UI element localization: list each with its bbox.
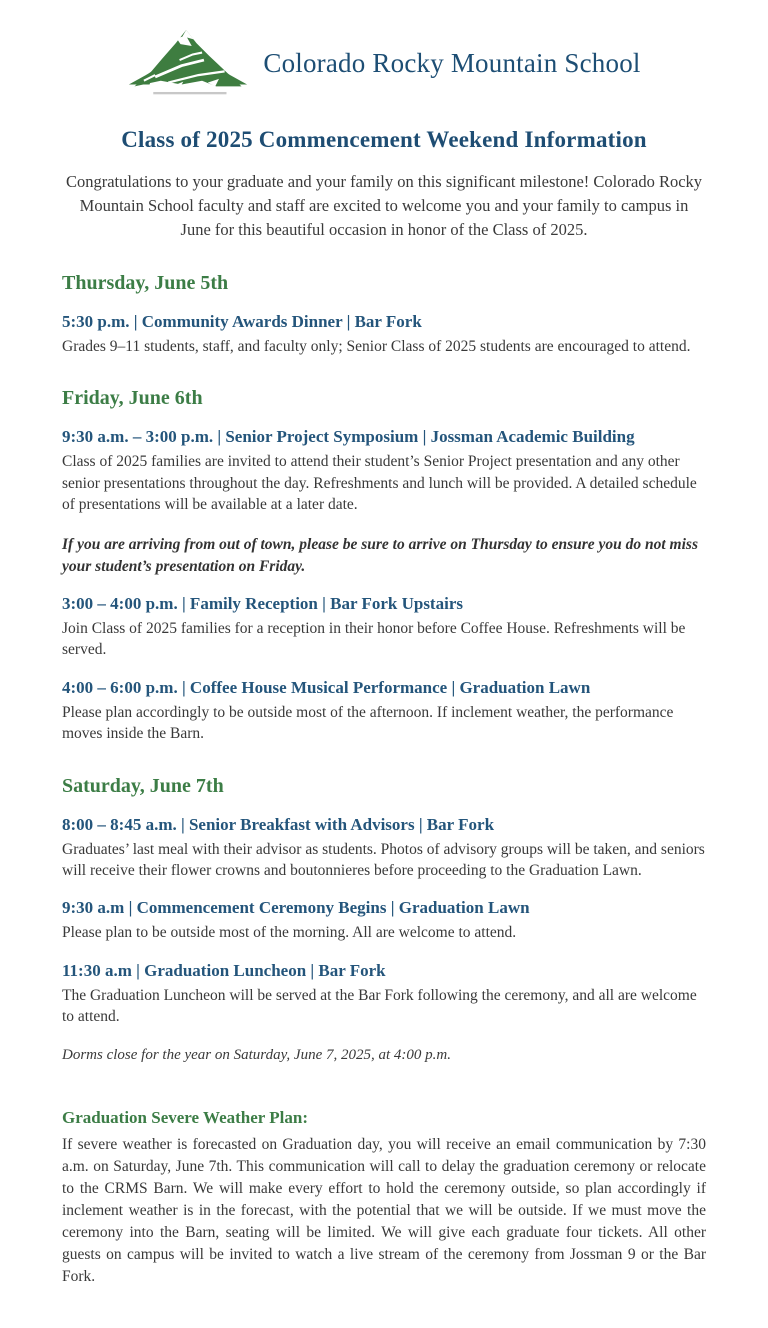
school-header xyxy=(62,22,706,105)
event-title: 5:30 p.m. | Community Awards Dinner | Bar Fork xyxy=(62,311,422,331)
day-heading: Thursday, June 5th xyxy=(62,271,229,294)
event-title: 9:30 a.m. – 3:00 p.m. | Senior Project Symposium | Jossman Academic Building xyxy=(62,427,635,447)
event-graduation-luncheon xyxy=(62,961,706,1028)
intro-paragraph: Congratulations to your graduate and your family on this significant milestone! Colorado Rocky Mountain School faculty and staff are excited to welcome you and your family to campus in June for this beautiful occasion in honor of the Class of 2025. xyxy=(65,172,703,239)
event-coffee-house-performance xyxy=(62,678,706,745)
travel-note: If you are arriving from out of town, please be sure to arrive on Thursday to ensure you do not miss your student’s presentation on Friday. xyxy=(62,536,698,575)
page-title: Class of 2025 Commencement Weekend Information xyxy=(121,127,647,152)
event-title: 9:30 a.m | Commencement Ceremony Begins | Graduation Lawn xyxy=(62,898,530,918)
section-weather-plan xyxy=(62,1108,706,1288)
event-title: 4:00 – 6:00 p.m. | Coffee House Musical Performance | Graduation Lawn xyxy=(62,677,591,697)
event-title: 11:30 a.m | Graduation Luncheon | Bar Fork xyxy=(62,960,386,980)
event-description: Please plan to be outside most of the morning. All are welcome to attend. xyxy=(62,924,517,942)
dorms-note: Dorms close for the year on Saturday, June 7, 2025, at 4:00 p.m. xyxy=(62,1047,451,1064)
event-title: 8:00 – 8:45 a.m. | Senior Breakfast with Advisors | Bar Fork xyxy=(62,814,495,834)
weather-plan-paragraph: If severe weather is forecasted on Graduation day, you will receive an email communication by 7:30 a.m. on Saturday, June 7th. This communication will call to delay the graduation ceremony or relocate to the CRMS Barn. We will make every effort to hold the ceremony outside, so plan accordingly if inclement weather is in the forecast, with the potential that we will be outside. If we must move the ceremony into the Barn, seating will be limited. We will give each graduate four tickets. All other guests on campus will be invited to watch a live stream of the ceremony from Jossman 9 or the Bar Fork. xyxy=(62,1136,706,1286)
event-description: Grades 9–11 students, staff, and faculty only; Senior Class of 2025 students are encouraged to attend. xyxy=(62,337,691,355)
section-saturday xyxy=(62,775,706,1067)
event-description: Class of 2025 families are invited to attend their student’s Senior Project presentation and any other senior presentations throughout the day. Refreshments and lunch will be provided. A detailed schedule of presentations will be available at a later date. xyxy=(62,453,697,513)
day-heading: Friday, June 6th xyxy=(62,387,203,410)
event-description: Please plan accordingly to be outside most of the afternoon. If inclement weather, the performance moves inside the Barn. xyxy=(62,703,674,743)
event-senior-project-symposium xyxy=(62,427,706,515)
event-senior-breakfast xyxy=(62,815,706,882)
school-name: Colorado Rocky Mountain School xyxy=(263,48,641,78)
event-family-reception xyxy=(62,594,706,661)
mountain-icon xyxy=(127,22,249,105)
section-friday xyxy=(62,387,706,744)
day-heading: Saturday, June 7th xyxy=(62,774,224,797)
event-description: The Graduation Luncheon will be served at the Bar Fork following the ceremony, and all are welcome to attend. xyxy=(62,986,697,1026)
section-thursday xyxy=(62,272,706,357)
event-commencement-ceremony xyxy=(62,898,706,943)
event-description: Join Class of 2025 families for a reception in their honor before Coffee House. Refreshments will be served. xyxy=(62,620,686,659)
event-description: Graduates’ last meal with their advisor as students. Photos of advisory groups will be taken, and seniors will receive their flower crowns and boutonnieres before proceeding to the Graduation Lawn. xyxy=(62,840,705,879)
event-community-awards-dinner xyxy=(62,312,706,357)
event-title: 3:00 – 4:00 p.m. | Family Reception | Bar Fork Upstairs xyxy=(62,594,463,614)
weather-plan-heading: Graduation Severe Weather Plan: xyxy=(62,1108,309,1128)
